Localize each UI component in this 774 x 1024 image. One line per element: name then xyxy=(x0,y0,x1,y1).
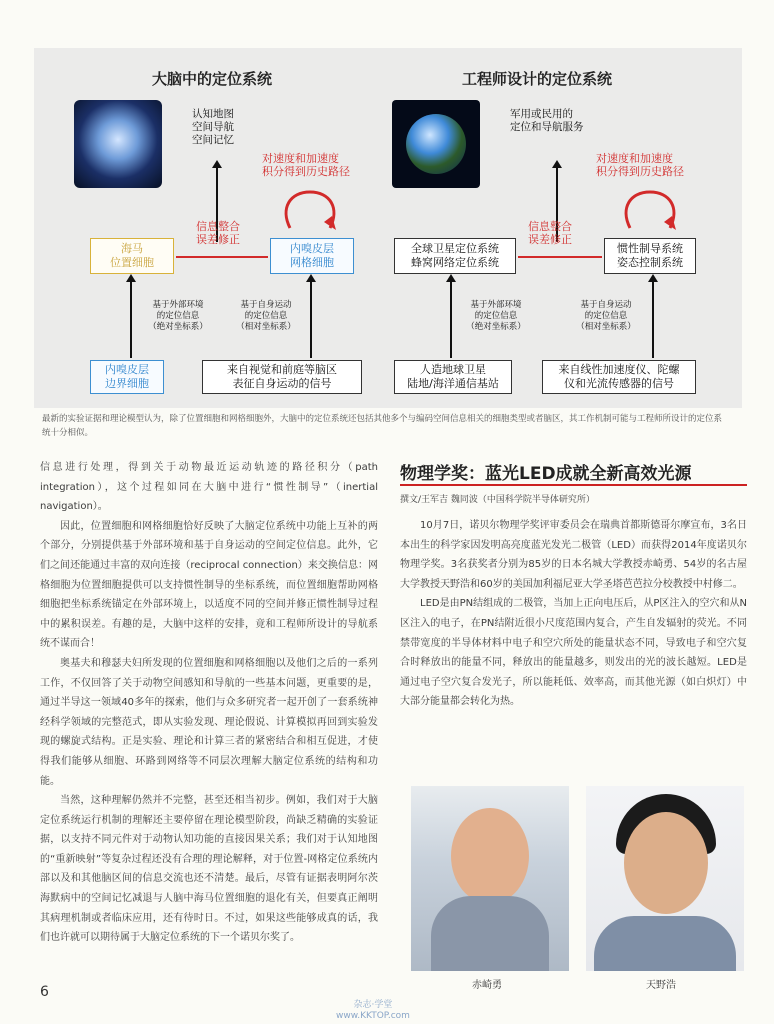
left-article-column xyxy=(40,458,378,988)
grid-cell-line-2: 网格细胞 xyxy=(290,256,334,269)
positioning-system-figure xyxy=(34,48,742,408)
left-output-line-3: 空间记忆 xyxy=(192,134,234,146)
satellite-box xyxy=(394,360,512,394)
right-ext-line-3: （绝对坐标系） xyxy=(466,322,526,332)
satellite-line-1: 人造地球卫星 xyxy=(420,363,486,376)
border-cell-line-1: 内嗅皮层 xyxy=(105,363,149,376)
news-title: 物理学奖：蓝光LED成就全新高效光源 xyxy=(400,464,692,484)
right-loop-line-2: 积分得到历史路径 xyxy=(596,165,684,178)
left-self-arrow xyxy=(310,280,312,358)
left-loop-line-1: 对速度和加速度 xyxy=(262,152,339,165)
left-self-line-1: 基于自身运动 xyxy=(240,300,292,310)
footer-line-1: 杂志·学堂 xyxy=(353,1000,393,1010)
left-loop-label xyxy=(262,152,350,178)
sensor-box xyxy=(542,360,696,394)
right-output-line-2: 定位和导航服务 xyxy=(510,121,584,133)
right-loop-label xyxy=(596,152,684,178)
left-loop-line-2: 积分得到历史路径 xyxy=(262,165,350,178)
news-body xyxy=(400,516,747,778)
left-ext-line-2: 的定位信息 xyxy=(156,311,200,321)
right-ext-arrow xyxy=(450,280,452,358)
footer-watermark xyxy=(336,1000,410,1022)
news-title-rule xyxy=(400,484,747,486)
left-paragraph-1: 信息进行处理，得到关于动物最近运动轨迹的路径积分（path integration），这个过程如同在大脑中进行“惯性制导”（inertial navigation）。 xyxy=(40,462,378,513)
right-integrate-line-1: 信息整合 xyxy=(528,220,572,233)
left-paragraph-4: 当然，这种理解仍然并不完整，甚至还相当初步。例如，我们对于大脑定位系统运行机制的理解还主要停留在理论模型阶段，尚缺乏精确的实验证据，以支持不同元件对于动物认知功能的直接因果关系；我们对于认知地图的“重新映射”等复杂过程还没有合理的理论解释，对于位置-网格定位系统内部以及和其他脑区间的信息交流也还不清楚。最后，尽管有证据表明阿尔茨海默病中的空间记忆减退与人脑中海马位置细胞的退化有关，但要真正阐明其病理机制或者临床应用，还有待时日。不过，如果这些能够成真的话，我们也许就可以期待属于大脑定位系统的下一个诺贝尔奖了。 xyxy=(40,795,378,944)
visual-signal-box xyxy=(202,360,362,394)
left-output-text xyxy=(192,108,234,147)
place-cell-line-1: 海马 xyxy=(121,242,143,255)
inertial-box xyxy=(604,238,696,274)
akasaki-photo xyxy=(411,786,569,971)
inertial-line-2: 姿态控制系统 xyxy=(617,256,683,269)
left-ext-arrow xyxy=(130,280,132,358)
brain-image xyxy=(74,100,162,188)
left-ext-line-1: 基于外部环境 xyxy=(152,300,204,310)
left-output-line-1: 认知地图 xyxy=(192,108,234,120)
page-number: 6 xyxy=(40,984,49,1000)
right-figure-title: 工程师设计的定位系统 xyxy=(462,70,613,88)
left-self-line-2: 的定位信息 xyxy=(244,311,288,321)
amano-name: 天野浩 xyxy=(646,980,676,991)
right-output-line-1: 军用或民用的 xyxy=(510,108,573,120)
right-self-line-1: 基于自身运动 xyxy=(580,300,632,310)
right-integrate-label xyxy=(528,220,572,246)
news-paragraph-1: 10月7日，诺贝尔物理学奖评审委员会在瑞典首都斯德哥尔摩宣布，3名日本出生的科学家因发明高亮度蓝光发光二极管（LED）而获得2014年度诺贝尔物理学奖。3名获奖者分别为85岁的日本名城大学教授赤崎勇、54岁的名古屋大学教授天野浩和60岁的美国加利福尼亚大学圣塔芭芭拉分校教授中村修二。 xyxy=(400,520,747,590)
inertial-line-1: 惯性制导系统 xyxy=(617,242,683,255)
figure-caption: 最新的实验证据和理论模型认为，除了位置细胞和网格细胞外，大脑中的定位系统还包括其他多个与编码空间信息相关的细胞类型或者脑区，其工作机制可能与工程师所设计的定位系统十分相似。 xyxy=(42,414,723,438)
right-self-label xyxy=(566,300,646,333)
place-cell-box xyxy=(90,238,174,274)
left-figure-title: 大脑中的定位系统 xyxy=(152,70,273,88)
left-self-line-3: （相对坐标系） xyxy=(236,322,296,332)
gps-box xyxy=(394,238,516,274)
left-self-label xyxy=(226,300,306,333)
grid-cell-line-1: 内嗅皮层 xyxy=(290,242,334,255)
right-loop-arrow xyxy=(620,188,680,234)
satellite-line-2: 陆地/海洋通信基站 xyxy=(407,377,499,390)
right-ext-line-2: 的定位信息 xyxy=(474,311,518,321)
globe-image xyxy=(392,100,480,188)
left-ext-label xyxy=(138,300,218,333)
place-cell-line-2: 位置细胞 xyxy=(110,256,154,269)
news-paragraph-2: LED是由PN结组成的二极管，当加上正向电压后，从P区注入的空穴和从N区注入的电子，在PN结附近很小尺度范围内复合，产生自发辐射的荧光。不同禁带宽度的半导体材料中电子和空穴所处的能量状态不同，导致电子和空穴复合时释放出的能量不同，释放出的能量越多，则发出的光的波长越短。LED是通过电子空穴复合发光子，所以能耗低、效率高，而其他光源（如白炽灯）中大部分能量都会转化为热。 xyxy=(400,598,747,708)
left-paragraph-2: 因此，位置细胞和网格细胞恰好反映了大脑定位系统中功能上互补的两个部分，分别提供基于外部环境和基于自身运动的空间定位信息。此外，它们之间还能通过丰富的双向连接（reciprocal connection）来交换信息：网格细胞为位置细胞提供可以支持惯性制导的坐标系统，而位置细胞帮助网格细胞把坐标系统锚定在外部环境上，以适度不同的空间并修正惯性制导过程中的累积误差。有趣的是，大脑中这样的安排，竟和工程师所设计的导航系统不谋而合！ xyxy=(40,520,378,650)
left-ext-line-3: （绝对坐标系） xyxy=(148,322,208,332)
right-ext-line-1: 基于外部环境 xyxy=(470,300,522,310)
right-loop-line-1: 对速度和加速度 xyxy=(596,152,673,165)
grid-cell-box xyxy=(270,238,354,274)
left-integrate-line xyxy=(176,256,268,258)
left-integrate-line-2: 误差修正 xyxy=(196,233,240,246)
left-loop-arrow xyxy=(280,188,340,234)
right-self-line-3: （相对坐标系） xyxy=(576,322,636,332)
news-byline: 撰文/王军吉 魏同波（中国科学院半导体研究所） xyxy=(400,495,595,505)
akasaki-name: 赤崎勇 xyxy=(472,980,502,991)
visual-signal-line-2: 表征自身运动的信号 xyxy=(232,377,332,390)
sensor-line-2: 仪和光流传感器的信号 xyxy=(564,377,674,390)
left-integrate-line-1: 信息整合 xyxy=(196,220,240,233)
right-self-arrow xyxy=(652,280,654,358)
left-output-line-2: 空间导航 xyxy=(192,121,234,133)
visual-signal-line-1: 来自视觉和前庭等脑区 xyxy=(227,363,337,376)
sensor-line-1: 来自线性加速度仪、陀螺 xyxy=(558,363,680,376)
right-output-text xyxy=(510,108,584,134)
right-integrate-line xyxy=(518,256,602,258)
border-cell-line-2: 边界细胞 xyxy=(105,377,149,390)
amano-photo xyxy=(586,786,744,971)
left-paragraph-3: 奥基夫和穆瑟夫妇所发现的位置细胞和网格细胞以及他们之后的一系列工作，不仅回答了关于动物空间感知和导航的一些基本问题，更重要的是，通过半导这一领域40多年的探索，他们与众多研究者一起开创了一套系统神经科学领域的完整范式，即从实验发现、理论假说、计算模拟再回到实验发现的螺旋式结构。正是实验、理论和计算三者的紧密结合和相互促进，才使得我们能够从细胞、环路到网络等不同层次理解大脑定位系统的结构和功能。 xyxy=(40,657,378,787)
right-integrate-line-2: 误差修正 xyxy=(528,233,572,246)
gps-line-2: 蜂窝网络定位系统 xyxy=(411,256,499,269)
gps-line-1: 全球卫星定位系统 xyxy=(411,242,499,255)
right-self-line-2: 的定位信息 xyxy=(584,311,628,321)
footer-line-2: www.KKTOP.com xyxy=(336,1011,410,1021)
border-cell-box xyxy=(90,360,164,394)
left-integrate-label xyxy=(196,220,240,246)
right-ext-label xyxy=(456,300,536,333)
